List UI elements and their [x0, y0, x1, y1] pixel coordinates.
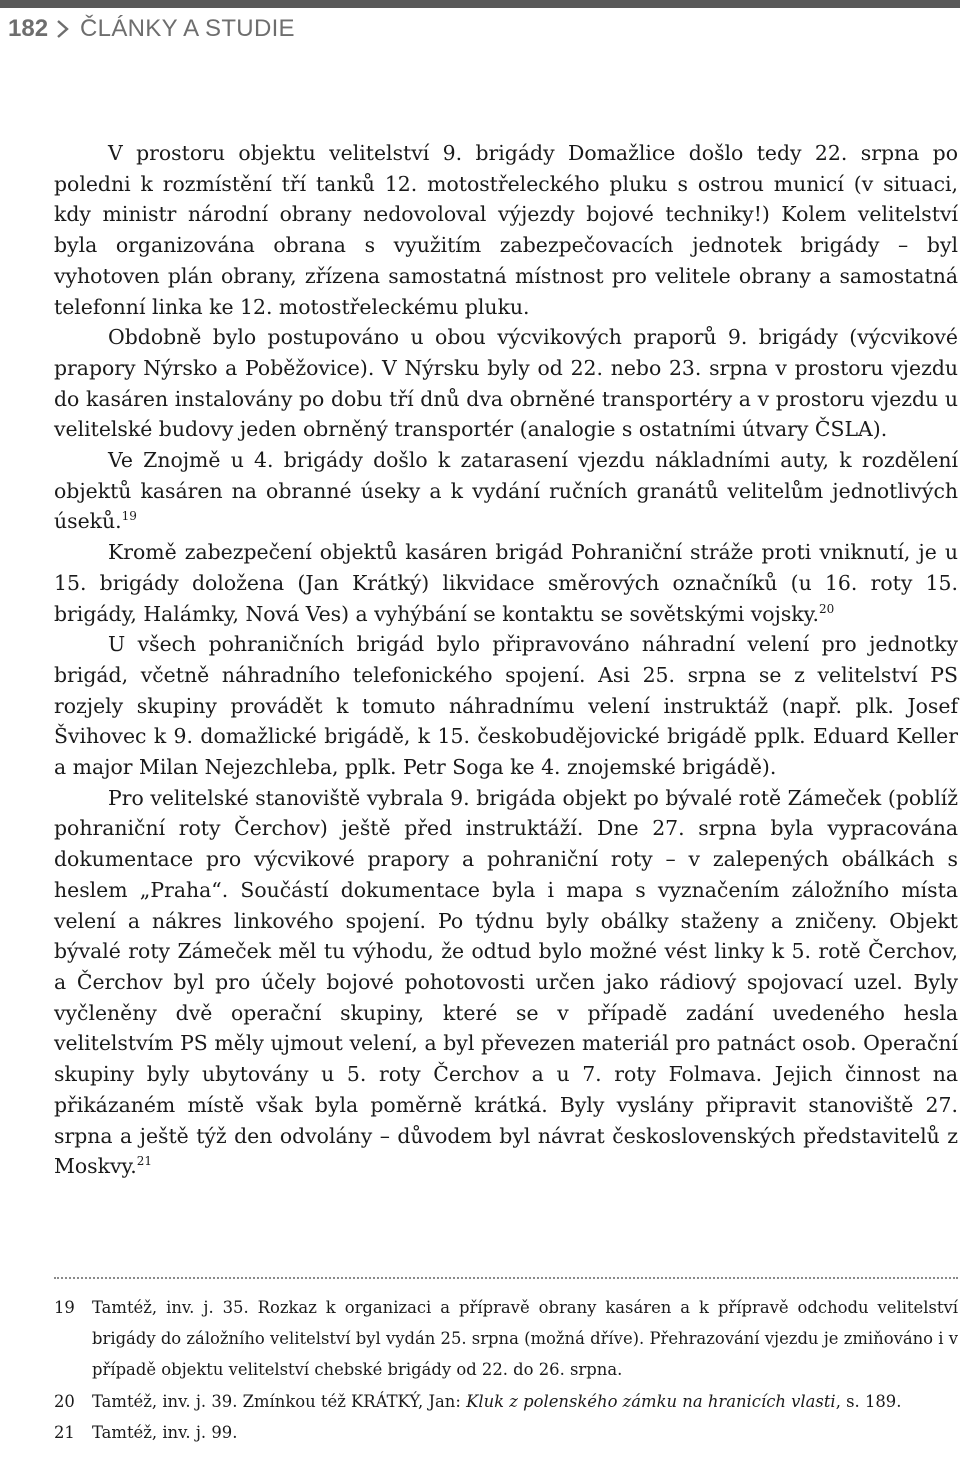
footnote-ref[interactable]: 21	[136, 1154, 153, 1169]
paragraph-text: Pro velitelské stanoviště vybrala 9. brigáda objekt po bývalé rotě Zámeček (poblíž pohraniční roty Čerchov) ještě před instruktáží. Dne 27. srpna byla vypracována dokumentace pro výcvikové prapory a pohraniční roty – v zalepených obálkách s heslem „Praha“. Součástí dokumentace byla i mapa s vyznačením záložního místa velení a nákres linkového spojení. Po týdnu byly obálky staženy a zničeny. Objekt bývalé roty Zámeček měl tu výhodu, že odtud bylo možné vést linky k 5. rotě Čerchov, a Čerchov byl pro účely bojové pohotovosti určen jako rádiový spojovací uzel. Byly vyčleněny dvě operační skupiny, které se v případě zadání uvedeného hesla velitelstvím PS měly ujmout velení, a byl převezen materiál pro patnáct osob. Operační skupiny byly ubytovány u 5. roty Čerchov a u 7. roty Folmava. Jejich činnost na přikázaném místě však byla poměrně krátká. Byly vyslány připravit stanoviště 27. srpna a ještě týž den odvolány – důvodem byl návrat československých představitelů z Moskvy.	[54, 785, 958, 1179]
footnote-number: 20	[54, 1391, 75, 1411]
header-rule	[0, 0, 960, 8]
paragraph	[54, 322, 958, 445]
footnote-number: 19	[54, 1298, 75, 1317]
footnote-text: Tamtéž, inv. j. 35. Rozkaz k organizaci a přípravě obrany kasáren a k přípravě odchodu velitelství brigády do záložního velitelství byl vydán 25. srpna (možná dříve). Přehrazování vjezdu je zmiňováno i v případě objektu velitelství chebské brigády od 22. do 26. srpna.	[92, 1298, 958, 1380]
paragraph-text: Obdobně bylo postupováno u obou výcvikových praporů 9. brigády (výcvikové prapory Nýrsko a Poběžovice). V Nýrsku byly od 22. nebo 23. srpna v prostoru vjezdu do kasáren instalovány po dobu tří dnů dva obrněné transportéry a v prostoru vjezdu u velitelské budovy jeden obrněný transportér (analogie s ostatními útvary ČSLA).	[54, 325, 958, 442]
footnote-separator	[54, 1277, 958, 1279]
footnote-text: Tamtéž, inv. j. 99.	[92, 1422, 238, 1442]
footnote	[54, 1292, 958, 1386]
paragraph-text: Kromě zabezpečení objektů kasáren brigád Pohraniční stráže proti vniknutí, je u 15. brigády doložena (Jan Krátký) likvidace směrových označníků (u 16. roty 15. brigády, Halámky, Nová Ves) a vyhýbání se kontaktu se sovětskými vojsky.	[54, 540, 958, 626]
footnote	[54, 1386, 958, 1417]
article-body	[54, 138, 958, 1182]
paragraph	[54, 537, 958, 629]
paragraph	[54, 445, 958, 537]
footnote-text	[92, 1386, 958, 1417]
page-number: 182	[8, 15, 49, 42]
paragraph-text: V prostoru objektu velitelství 9. brigády Domažlice došlo tedy 22. srpna po poledni k rozmístění tří tanků 12. motostřeleckého pluku s ostrou municí (v situaci, kdy ministr národní obrany nedovoloval výjezdy bojové techniky!) Kolem velitelství byla organizována obrana s využitím zabezpečovacích jednotek brigády – byl vyhotoven plán obrany, zřízena samostatná místnost pro velitele obrany a samostatná telefonní linka ke 12. motostřeleckému pluku.	[54, 141, 958, 319]
footnote-text-part: Tamtéž, inv. j. 39. Zmínkou též KRÁTKÝ, Jan:	[92, 1391, 467, 1411]
footnote-number: 21	[54, 1422, 75, 1442]
paragraph	[54, 783, 958, 1182]
paragraph-text: Ve Znojmě u 4. brigády došlo k zatarasení vjezdu nákladními auty, k rozdělení objektů kasáren na obranné úseky a k vydání ručních granátů velitelům jednotlivých úseků.	[54, 448, 958, 534]
footnote	[54, 1417, 958, 1448]
cited-title: Kluk z polenského zámku na hranicích vlasti	[466, 1391, 836, 1411]
footnotes	[54, 1292, 958, 1448]
chevron-right-icon	[54, 18, 72, 40]
section-title: ČLÁNKY A STUDIE	[80, 15, 295, 42]
paragraph-text: U všech pohraničních brigád bylo připravováno náhradní velení pro jednotky brigád, včetně náhradního telefonického spojení. Asi 25. srpna se z velitelství PS rozjely skupiny provádět k tomuto náhradnímu velení instruktáž (např. plk. Josef Švihovec k 9. domažlické brigádě, k 15. českobudějovické brigádě pplk. Eduard Keller a major Milan Nejezchleba, pplk. Petr Soga ke 4. znojemské brigádě).	[54, 632, 958, 780]
paragraph	[54, 629, 958, 783]
running-header	[8, 12, 295, 46]
footnote-text-part: , s. 189.	[835, 1391, 902, 1411]
footnote-ref[interactable]: 19	[121, 509, 137, 524]
paragraph	[54, 138, 958, 322]
footnote-ref[interactable]: 20	[818, 601, 835, 616]
